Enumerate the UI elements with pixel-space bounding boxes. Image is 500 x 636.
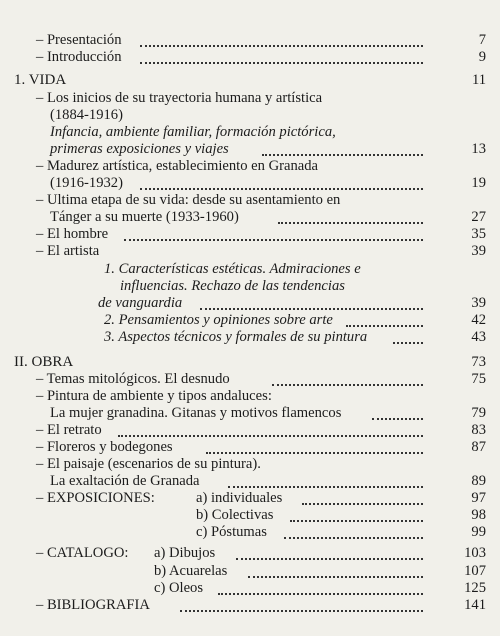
toc-entry-paisaje-line2: La exaltación de Granada (50, 473, 200, 489)
page-number: 39 (471, 243, 486, 259)
toc-subentry-catalogo-c: c) Oleos (154, 580, 204, 596)
toc-entry-inicios-line2: (1884-1916) (50, 107, 123, 123)
page-number: 27 (471, 209, 486, 225)
page-number: 125 (464, 580, 486, 596)
toc-subentry-exposiciones-c: c) Póstumas (196, 524, 267, 540)
toc-entry-inicios-line4: primeras exposiciones y viajes (50, 141, 229, 157)
page-number: 83 (471, 422, 486, 438)
dot-leader (180, 593, 423, 612)
page-number: 42 (471, 312, 486, 328)
toc-entry-retrato: – El retrato (36, 422, 102, 438)
toc-entry-exposiciones: – EXPOSICIONES: (36, 490, 155, 506)
toc-entry-caracteristicas-line1: 1. Características estéticas. Admiraciones e (104, 261, 361, 277)
page-number: 107 (464, 563, 486, 579)
toc-entry-bibliografia: – BIBLIOGRAFIA (36, 597, 150, 613)
page-number: 73 (471, 354, 486, 370)
toc-label: – Presentación (36, 32, 122, 48)
toc-entry-madurez-line2: (1916-1932) (50, 175, 123, 191)
section-heading-vida: 1. VIDA (14, 72, 67, 88)
dot-leader (236, 541, 423, 560)
toc-entry-inicios-line3: Infancia, ambiente familiar, formación pictórica, (50, 124, 336, 140)
toc-entry-introduccion (36, 49, 122, 66)
page-number: 97 (471, 490, 486, 506)
dot-leader (140, 45, 423, 64)
toc-entry-caracteristicas-line3: de vanguardia (98, 295, 183, 311)
page-number: 99 (471, 524, 486, 540)
dot-leader (284, 520, 423, 539)
page-number: 13 (471, 141, 486, 157)
toc-entry-artista: – El artista (36, 243, 100, 259)
toc-entry-ultima-line1: – Ultima etapa de su vida: desde su asentamiento en (36, 192, 341, 208)
page-number: 39 (471, 295, 486, 311)
page-number: 87 (471, 439, 486, 455)
toc-subentry-catalogo-a: a) Dibujos (154, 545, 216, 561)
toc-entry-madurez-line1: – Madurez artística, establecimiento en Granada (36, 158, 319, 174)
toc-label: – Introducción (36, 49, 122, 65)
toc-entry-caracteristicas-line2: influencias. Rechazo de las tendencias (120, 278, 345, 294)
dot-leader (272, 367, 423, 386)
toc-entry-pintura-ambiente-line2: La mujer granadina. Gitanas y motivos flamencos (50, 405, 342, 421)
toc-entry-inicios-line1: – Los inicios de su trayectoria humana y artística (36, 90, 323, 106)
toc-entry-temas: – Temas mitológicos. El desnudo (36, 371, 230, 387)
toc-entry-hombre: – El hombre (36, 226, 109, 242)
dot-leader (393, 325, 423, 344)
toc-entry-floreros: – Floreros y bodegones (36, 439, 173, 455)
page-number: 7 (478, 32, 486, 48)
dot-leader (262, 137, 423, 156)
toc-subentry-exposiciones-b: b) Colectivas (196, 507, 274, 523)
page-number: 79 (471, 405, 486, 421)
page-number: 89 (471, 473, 486, 489)
page-number: 9 (478, 49, 486, 65)
toc-entry-paisaje-line1: – El paisaje (escenarios de su pintura). (36, 456, 261, 472)
page-number: 141 (464, 597, 486, 613)
page-number: 35 (471, 226, 486, 242)
page-number: 75 (471, 371, 486, 387)
toc-subentry-exposiciones-a: a) individuales (196, 490, 283, 506)
page-number: 11 (471, 72, 486, 88)
toc-entry-aspectos: 3. Aspectos técnicos y formales de su pintura (104, 329, 368, 345)
toc-entry-pintura-ambiente-line1: – Pintura de ambiente y tipos andaluces: (36, 388, 272, 404)
toc-entry-pensamientos: 2. Pensamientos y opiniones sobre arte (104, 312, 333, 328)
toc-entry-presentacion (36, 32, 122, 49)
section-heading-obra: II. OBRA (14, 354, 74, 370)
page-number: 103 (464, 545, 486, 561)
toc-subentry-catalogo-b: b) Acuarelas (154, 563, 228, 579)
page-number: 43 (471, 329, 486, 345)
page-number: 98 (471, 507, 486, 523)
dot-leader (206, 435, 423, 454)
toc-entry-catalogo: – CATALOGO: (36, 545, 129, 561)
toc-entry-ultima-line2: Tánger a su muerte (1933-1960) (50, 209, 239, 225)
dot-leader (140, 171, 423, 190)
page-number: 19 (471, 175, 486, 191)
dot-leader (124, 222, 423, 241)
